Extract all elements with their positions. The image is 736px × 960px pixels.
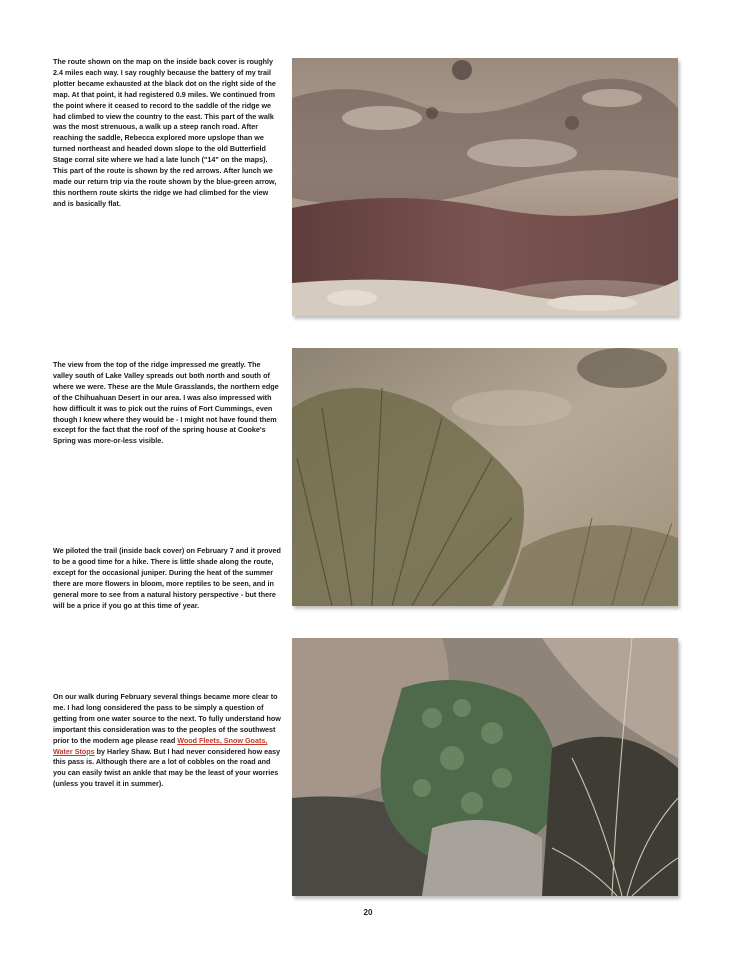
book-title-link[interactable]: Wood Fleets, Snow Goats, Water Stops (53, 735, 268, 756)
photo-desert-shrub (292, 348, 678, 606)
paragraph-text-after-link: by Harley Shaw. But I had never considered how easy this pass is. Although there are a lot of cobbles on the road and you can easily twist an ankle that may be the least of your worries (unless you travel it in summer). (53, 746, 281, 789)
photo-rocky-red-bank (292, 58, 678, 316)
paragraph-february-walk (53, 692, 281, 790)
page-number: 20 (363, 908, 373, 917)
paragraph-route: The route shown on the map on the inside back cover is roughly 2.4 miles each way. I say roughly because the battery of my trail plotter became exhausted at the black dot on the right side of the map. At that point, it had registered 0.9 miles. We continued from the point where it ceased to record to the saddle of the ridge we had climbed to view the country to the east. This part of the walk was the most strenuous, a walk up a steep ranch road. After reaching the saddle, Rebecca explored more upslope than we turned northeast and headed down slope to the old Butterfield Stage corral site where we had a late lunch ("14" on the maps). This part of the route is shown by the red arrows. After lunch we made our return trip via the route shown by the blue-green arrow, this northern route skirts the ridge we had climbed for the view and is basically flat. (53, 57, 277, 208)
paragraph-text-before-link: On our walk during February several things became more clear to me. I had long considered the pass to be simply a question of getting from one water source to the next. To fully understand how important this consideration was to the peoples of the southwest prior to the modern age please read (53, 692, 281, 745)
paragraph-trail-timing: We piloted the trail (inside back cover) on February 7 and it proved to be a good time for a hike. There is little shade along the route, except for the occasional juniper. During the heat of the summer there are more flowers in bloom, more reptiles to be seen, and in general more to see from a natural history perspective - but there will be a price if you go at this time of year. (53, 546, 281, 610)
paragraph-view: The view from the top of the ridge impressed me greatly. The valley south of Lake Valley spreads out both north and south of where we were. These are the Mule Grasslands, the northern edge of the Chihuahuan Desert in our area. I was also impressed with how difficult it was to pick out the ruins of Fort Cummings, even though I knew where they would be - I might not have found them except for the fact that the roof of the spring house at Cooke's Spring was more-or-less visible. (53, 360, 279, 446)
photo-fern-in-rocks (292, 638, 678, 896)
